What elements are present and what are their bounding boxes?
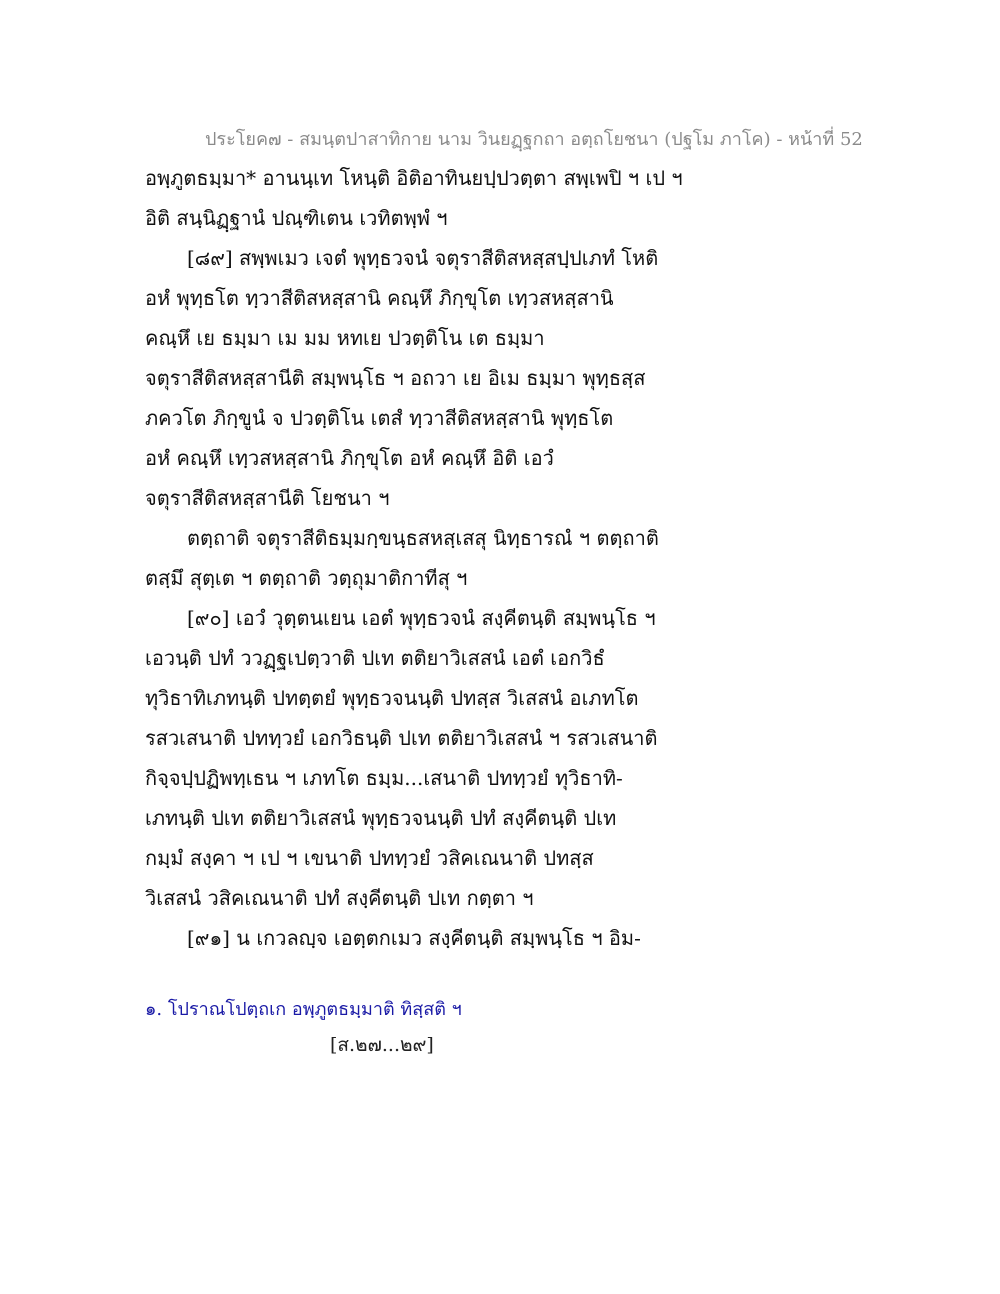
paragraph-start: ตตฺถาติ จตุราสีติธมฺมกฺขนฺธสหสฺเสสุ นิทฺธารณํ ฯ ตตฺถาติ (187, 526, 659, 550)
text-line: ภควโต ภิกฺขูนํ จ ปวตฺติโน เตสํ ทฺวาสีติสหสฺสานิ พุทฺธโต (145, 406, 614, 430)
text-line: คณฺหึ เย ธมฺมา เม มม หทเย ปวตฺติโน เต ธมฺมา (145, 326, 545, 350)
paragraph-start-89: [๘๙] สพฺพเมว เจตํ พุทฺธวจนํ จตุราสีติสหสฺสปฺปเภทํ โหติ (187, 246, 659, 270)
text-line: จตุราสีติสหสฺสานีติ โยชนา ฯ (145, 486, 390, 510)
text-line: อิติ สนฺนิฏฺฐานํ ปณฺฑิเตน เวทิตพฺพํ ฯ (145, 206, 448, 230)
text-line: อพฺภูตธมฺมา* อานนฺเท โหนฺติ อิติอาทินยปฺปวตฺตา สพฺเพปิ ฯ เป ฯ (145, 166, 683, 190)
text-line: กมฺมํ สงฺคา ฯ เป ฯ เขนาติ ปททฺวยํ วสิคเณนาติ ปทสฺส (145, 846, 594, 870)
text-line: อหํ พุทฺธโต ทฺวาสีติสหสฺสานิ คณฺหึ ภิกฺขุโต เทฺวสหสฺสานิ (145, 286, 614, 310)
text-line: รสวเสนาติ ปททฺวยํ เอกวิธนฺติ ปเท ตติยาวิเสสนํ ฯ รสวเสนาติ (145, 726, 658, 750)
text-line: เอวนฺติ ปทํ ววฏฺฐเปตฺวาติ ปเท ตติยาวิเสสนํ เอตํ เอกวิธํ (145, 646, 605, 670)
body-text (145, 158, 945, 958)
page-reference: [ส.๒๗...๒๙] (330, 1034, 434, 1056)
text-line: ทุวิธาทิเภทนฺติ ปทตฺตยํ พุทฺธวจนนฺติ ปทสฺส วิเสสนํ อเภทโต (145, 686, 639, 710)
text-line: กิจฺจปฺปฏิพทฺเธน ฯ เภทโต ธมฺม...เสนาติ ปททฺวยํ ทุวิธาทิ- (145, 766, 623, 790)
text-line: วิเสสนํ วสิคเณนาติ ปทํ สงฺคีตนฺติ ปเท กตฺตา ฯ (145, 886, 534, 910)
text-line: จตุราสีติสหสฺสานีติ สมฺพนฺโธ ฯ อถวา เย อิเม ธมฺมา พุทฺธสฺส (145, 366, 646, 390)
page-header: ประโยค๗ - สมนฺตปาสาทิกาย นาม วินยฏฺฐกถา อตฺถโยชนา (ปฐโม ภาโค) - หน้าที่ 52 (205, 129, 863, 150)
text-line: อหํ คณฺหึ เทฺวสหสฺสานิ ภิกฺขุโต อหํ คณฺหึ อิติ เอวํ (145, 446, 554, 470)
paragraph-start-91: [๙๑] น เกวลญฺจ เอตฺตกเมว สงฺคีตนฺติ สมฺพนฺโธ ฯ อิม- (187, 926, 641, 950)
text-line: เภทนฺติ ปเท ตติยาวิเสสนํ พุทฺธวจนนฺติ ปทํ สงฺคีตนฺติ ปเท (145, 806, 617, 830)
paragraph-start-90: [๙๐] เอวํ วุตฺตนเยน เอตํ พุทฺธวจนํ สงฺคีตนฺติ สมฺพนฺโธ ฯ (187, 606, 656, 630)
text-line: ตสฺมึ สุตฺเต ฯ ตตฺถาติ วตฺถุมาติกาทีสุ ฯ (145, 566, 468, 590)
footnote: ๑. โปราณโปตฺถเก อพฺภูตธมฺมาติ ทิสฺสติ ฯ (145, 999, 462, 1020)
